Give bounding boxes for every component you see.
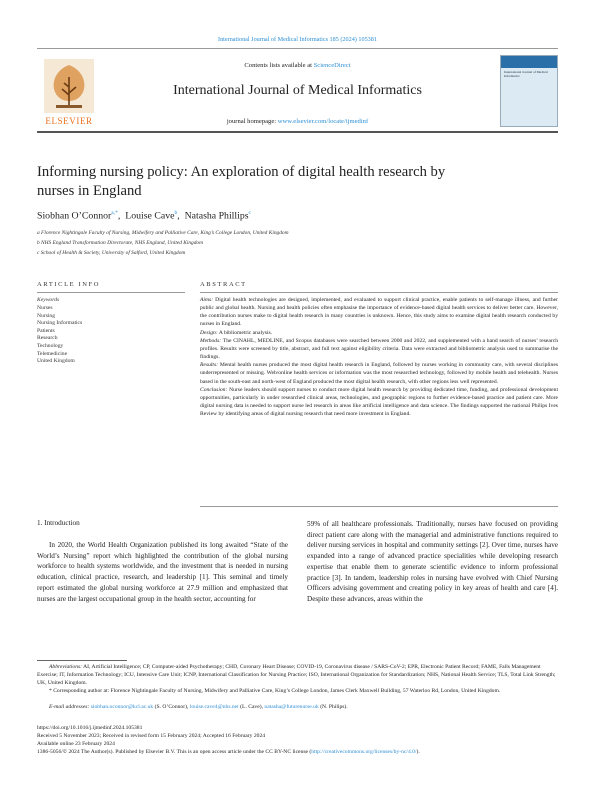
- contents-prefix: Contents lists available at: [244, 62, 312, 69]
- online-date: Available online 23 February 2024: [37, 741, 115, 747]
- keyword: Nursing Informatics: [37, 320, 83, 327]
- introduction-left-column: In 2020, the World Health Organization published its long awaited “State of the World’s Nursing” report which highlighted the contribution of the global nursing workforce to health systems worldwide, and the investment that is needed in nursing education, clinical practice, research, and leadership [1]. This seminal and timely report estimated the global nursing workforce at 27.9 million and emphasized that nurses are the largest occupational group in the health sector, accounting for: [37, 541, 288, 603]
- divider: [200, 292, 558, 293]
- license-link[interactable]: http://creativecommons.org/licenses/by-nc/4.0/: [311, 749, 417, 755]
- article-title: Informing nursing policy: An exploration of digital health research by nurses in England: [37, 164, 446, 199]
- abstract-heading: ABSTRACT: [200, 281, 247, 288]
- license-prefix: 1386-5056/© 2024 The Author(s). Published by Elsevier B.V. This is an open access article under the CC BY-NC license (: [37, 749, 312, 755]
- email-link[interactable]: siobhan.oconnor@kcl.ac.uk: [90, 704, 154, 710]
- affiliation: b NHS England Transformation Directorate, NHS England, United Kingdom: [37, 240, 204, 246]
- abbreviations-footnote: [37, 664, 558, 687]
- abstract-design: A bibliometric analysis.: [218, 329, 273, 336]
- article-info-heading: ARTICLE INFO: [37, 281, 101, 288]
- keywords-label: Keywords: [37, 297, 60, 303]
- elsevier-wordmark: ELSEVIER: [45, 116, 93, 126]
- abstract-design-label: Design:: [200, 329, 218, 336]
- keyword: Nursing: [37, 312, 56, 319]
- author-list: Siobhan O’Connor$^{a,*}$, Louise Cave$^b$, Natasha Phillips$^c$: [37, 210, 251, 222]
- affiliation: a Florence Nightingale Faculty of Nursing, Midwifery and Palliative Care, King’s College London, United Kingdom: [37, 230, 289, 236]
- abbreviations-text: AI, Artificial Intelligence; CP, Computer-aided Psychotherapy; CHD, Coronary Heart Disease; COVID-19, Coronavirus disease / SARS-CoV-2; EPR, Electronic Patient Record; FAME, Falls Management Exercise; IT, Information Technology; ICU, Intensive Care Unit; ICNP, International Classification for Nursing Practice; ISO, International Organization for Standardization; NHS, National Health Service; TLS, Total Link Strength; UK, United Kingdom.: [37, 664, 556, 686]
- keyword: Nurses: [37, 305, 53, 311]
- journal-citation-link[interactable]: International Journal of Medical Informatics 185 (2024) 105381: [218, 36, 377, 43]
- email-owner: (N. Philips).: [320, 704, 348, 710]
- journal-title: International Journal of Medical Informatics: [173, 83, 422, 98]
- cover-band: [501, 56, 557, 68]
- author-affiliation-mark[interactable]: b: [174, 210, 178, 216]
- author-affiliation-mark[interactable]: a,*: [111, 210, 118, 216]
- keyword: Technology: [37, 342, 64, 349]
- abstract-body: [200, 296, 558, 418]
- license-suffix: ).: [416, 749, 420, 755]
- email-footnote: [37, 704, 558, 712]
- abstract-results: Mental health nurses produced the most digital health research in England, followed by nurses working in community care, with several disciplines underrepresented or missing. Web/online health services or information was the most researched technology, followed by mobile health and telehealth. Nurses based in the south-east and north-west of England produced the most digital health research, with other regions less well represented.: [200, 362, 558, 385]
- divider: [200, 506, 558, 507]
- abstract-aims-label: Aims:: [200, 297, 214, 303]
- license-statement: [37, 748, 558, 756]
- keyword: United Kingdom: [37, 358, 75, 365]
- introduction-right-column: 59% of all healthcare professionals. Traditionally, nurses have focused on providing direct patient care along with the managerial and administrative functions required to deliver nursing services in hospital and community settings [2]. Over time, nurses have expanded into a range of advanced practice specialities while developing research expertise that enable them to generate scientific evidence to inform professional practice [3]. In tandem, leadership roles in nursing have evolved with Chief Nursing Officers advising government and creating policy in key areas of health and care [4]. Despite these advances, areas within the: [307, 520, 558, 603]
- abstract-methods: The CINAHL, MEDLINE, and Scopus databases were searched between 2000 and 2022, and supplemented with a hand search of nurses’ research profiles. Results were screened by title, abstract, and full text against eligibility criteria. Data were extracted and bibliometric analysis used to summarise the findings.: [200, 337, 558, 361]
- received-dates: Received 5 November 2023; Received in revised form 15 February 2024; Accepted 16 February 2024: [37, 733, 266, 739]
- divider: [37, 292, 185, 293]
- footnote-divider: [37, 660, 127, 661]
- abstract-results-label: Results:: [200, 362, 219, 369]
- author-affiliation-mark[interactable]: c: [248, 210, 251, 216]
- cover-text: International Journal of Medical Informatics: [504, 70, 548, 79]
- keywords-list: [37, 305, 177, 366]
- abstract-conclusion: Nurse leaders should support nurses to conduct more digital health research by providing dedicated time, funding, and professional development opportunities, particularly in under researched clinical areas, technologies, and geographic regions to further evidence-based practice and patient care. More digital nursing data is needed to support nurse led research in areas like artificial intelligence and data science. The findings supported the national Philips Ives Review by identifying areas of digital nursing research that need more investment in England.: [200, 386, 559, 418]
- abstract-methods-label: Methods:: [200, 337, 222, 344]
- affiliation: c School of Health & Society, University of Salford, United Kingdom: [37, 250, 186, 256]
- homepage-prefix: journal homepage:: [226, 118, 277, 125]
- section-heading: 1. Introduction: [37, 519, 80, 527]
- sciencedirect-link[interactable]: ScienceDirect: [313, 62, 351, 69]
- email-owner: (S. O’Connor),: [154, 704, 189, 710]
- keyword: Telemedicine: [37, 350, 68, 357]
- author-name[interactable]: Natasha Phillips: [184, 210, 249, 222]
- author-name[interactable]: Siobhan O’Connor: [37, 210, 112, 222]
- author-name[interactable]: Louise Cave: [125, 210, 175, 222]
- abbreviations-label: Abbreviations:: [49, 664, 83, 670]
- keyword: Patients: [37, 327, 55, 334]
- email-owner: (L. Cave),: [240, 704, 263, 710]
- corresponding-author-footnote: * Corresponding author at: Florence Nightingale Faculty of Nursing, Midwifery and Palliative Care, King’s College London, James Clerk Maxwell Building, 57 Waterloo Rd, London, United Kingdom.: [49, 688, 501, 694]
- abstract-aims: Digital health technologies are designed, implemented, and evaluated to support clinical practice, enable patients to self-manage illness, and further public and global health. Nursing and health policies often emphasise the importance of evidence-based digital health services to deliver better care. However, the contribution nurses make to digital health research in many countries is unknown. Hence, this study aims to examine digital health research conducted by nurses in England.: [200, 297, 558, 328]
- homepage-link[interactable]: www.elsevier.com/locate/ijmedinf: [277, 118, 369, 125]
- doi-link[interactable]: https://doi.org/10.1016/j.ijmedinf.2024.105381: [37, 725, 143, 731]
- keyword: Research: [37, 335, 58, 342]
- abstract-conclusion-label: Conclusion:: [200, 386, 228, 393]
- email-link[interactable]: louise.cave4@nhs.net: [189, 704, 239, 710]
- journal-cover-thumbnail[interactable]: [500, 55, 558, 127]
- email-label: E-mail addresses:: [49, 704, 90, 710]
- email-link[interactable]: natasha@futurenurse.uk: [264, 704, 319, 710]
